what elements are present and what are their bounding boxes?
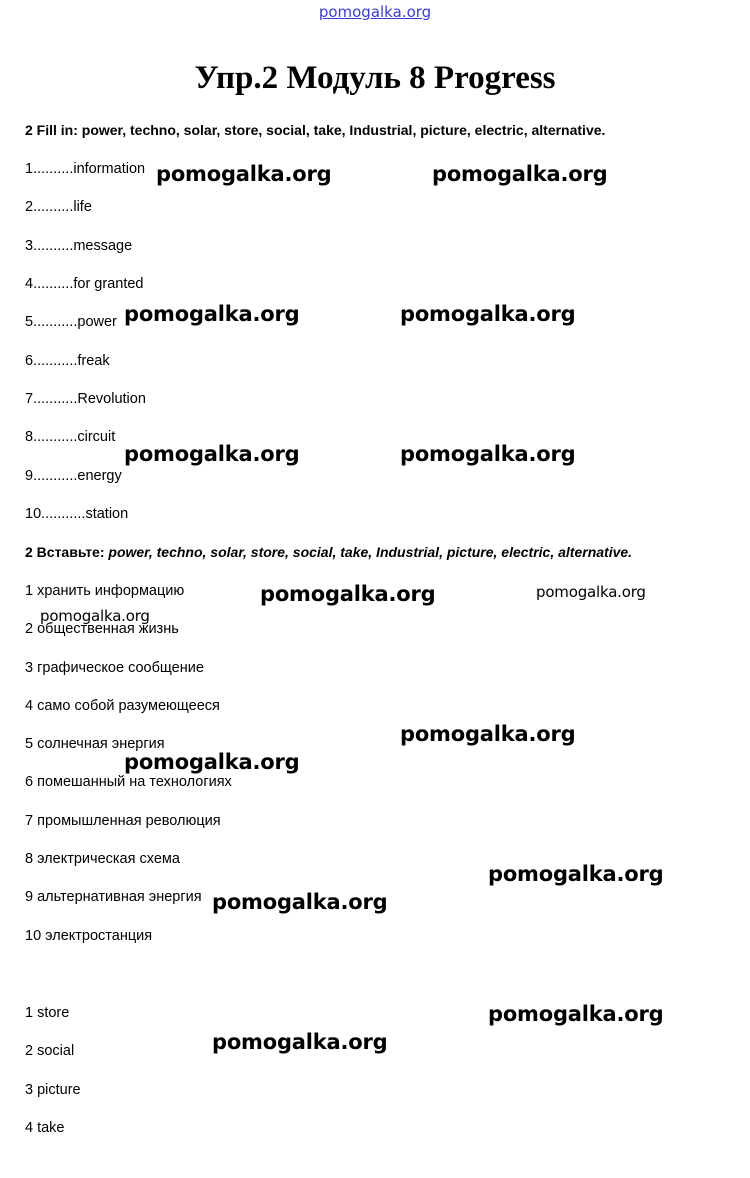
list-item: 3 picture <box>25 1082 81 1098</box>
watermark: pomogalka.org <box>400 302 576 326</box>
watermark: pomogalka.org <box>260 582 436 606</box>
watermark: pomogalka.org <box>536 583 646 601</box>
watermark: pomogalka.org <box>124 302 300 326</box>
watermark: pomogalka.org <box>40 607 150 625</box>
watermark: pomogalka.org <box>432 162 608 186</box>
watermark: pomogalka.org <box>124 442 300 466</box>
list-item: 4 само собой разумеющееся <box>25 698 220 714</box>
list-item: 2 social <box>25 1043 75 1059</box>
section1-instruction: 2 Fill in: power, techno, solar, store, social, take, Industrial, picture, electric, alternative. <box>25 122 606 138</box>
section2-instruction <box>25 544 632 560</box>
list-item: 3..........message <box>25 238 133 254</box>
list-item: 6 помешанный на технологиях <box>25 774 232 790</box>
list-item: 1 хранить информацию <box>25 583 185 599</box>
list-item: 9 альтернативная энергия <box>25 889 202 905</box>
list-item: 4 take <box>25 1120 65 1136</box>
list-item: 10 электростанция <box>25 928 153 944</box>
list-item: 5 солнечная энергия <box>25 736 165 752</box>
list-item: 3 графическое сообщение <box>25 660 204 676</box>
list-item: 8 электрическая схема <box>25 851 180 867</box>
watermark: pomogalka.org <box>400 722 576 746</box>
list-item: 1 store <box>25 1005 70 1021</box>
list-item: 9...........energy <box>25 468 122 484</box>
list-item: 1..........information <box>25 161 146 177</box>
list-item: 8...........circuit <box>25 429 116 445</box>
watermark: pomogalka.org <box>400 442 576 466</box>
site-link[interactable]: pomogalka.org <box>318 3 432 21</box>
watermark: pomogalka.org <box>156 162 332 186</box>
list-item: 10...........station <box>25 506 129 522</box>
watermark: pomogalka.org <box>488 1002 664 1026</box>
list-item: 2..........life <box>25 199 92 215</box>
list-item: 7 промышленная революция <box>25 813 221 829</box>
list-item: 6...........freak <box>25 353 110 369</box>
section2-instruction-lead: 2 Вставьте: <box>25 544 109 560</box>
list-item: 2 общественная жизнь <box>25 621 179 637</box>
page-title: Упр.2 Модуль 8 Progress <box>194 60 556 96</box>
watermark: pomogalka.org <box>212 1030 388 1054</box>
list-item: 4..........for granted <box>25 276 144 292</box>
watermark: pomogalka.org <box>488 862 664 886</box>
list-item: 5...........power <box>25 314 117 330</box>
section2-instruction-options: power, techno, solar, store, social, take, Industrial, picture, electric, alternative. <box>108 544 633 560</box>
watermark: pomogalka.org <box>124 750 300 774</box>
watermark: pomogalka.org <box>212 890 388 914</box>
list-item: 7...........Revolution <box>25 391 146 407</box>
